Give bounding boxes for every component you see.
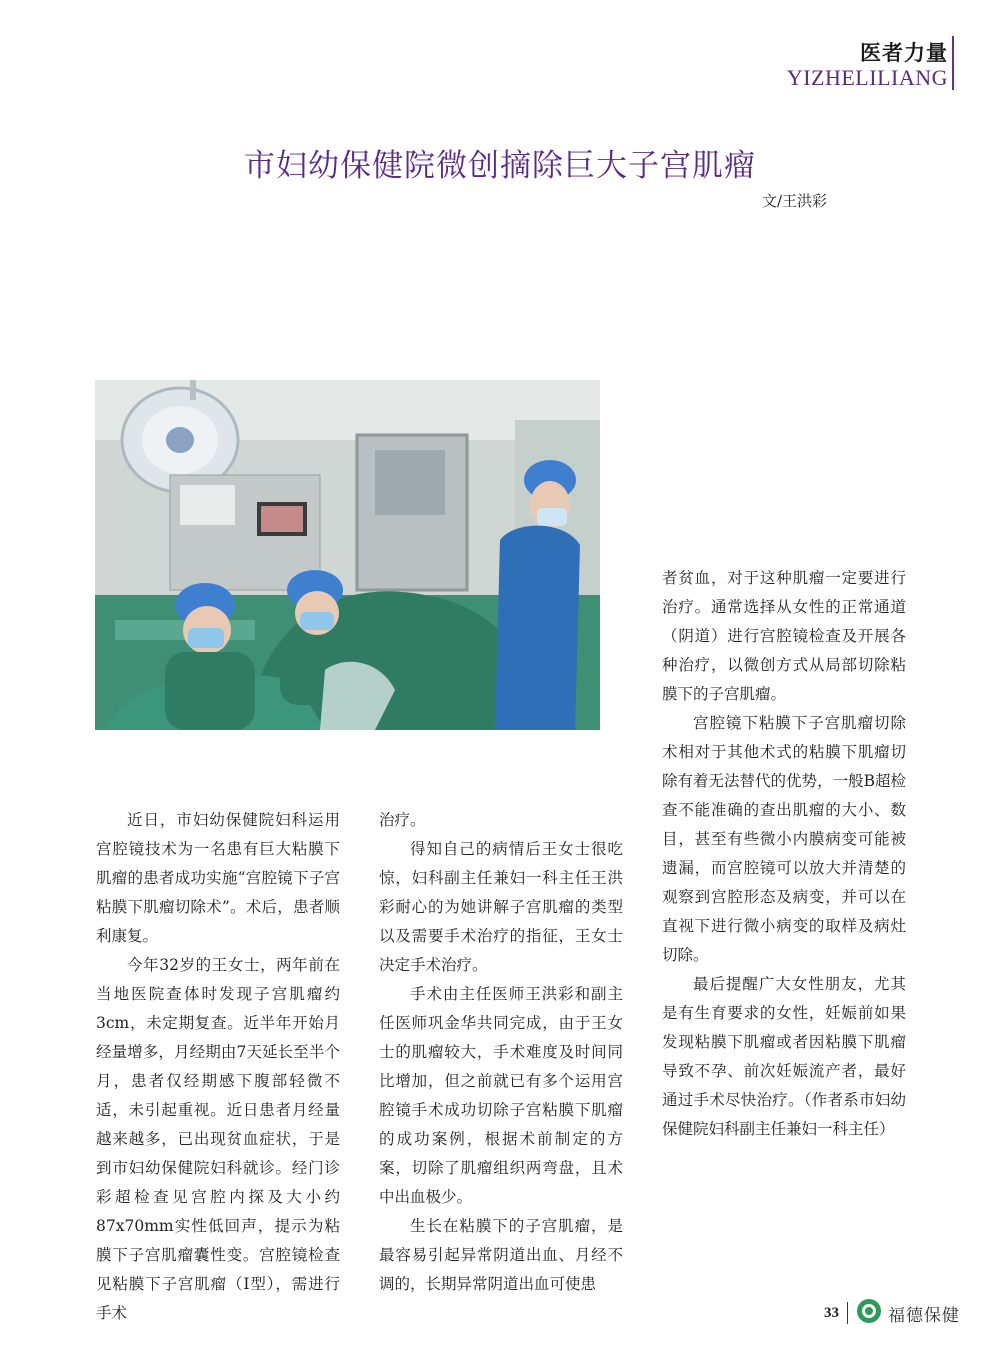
- paragraph: 近日，市妇幼保健院妇科运用宫腔镜技术为一名患有巨大粘膜下肌瘤的患者成功实施“宫腔镜下子宫粘膜下肌瘤切除术”。术后，患者顺利康复。: [96, 811, 340, 945]
- paragraph: 得知自己的病情后王女士很吃惊，妇科副主任兼妇一科主任王洪彩耐心的为她讲解子宫肌瘤的类型以及需要手术治疗的指征，王女士决定手术治疗。: [379, 840, 623, 974]
- operating-room-photo: [95, 380, 600, 730]
- section-title-en: YIZHELILIANG: [786, 65, 948, 90]
- section-header: [787, 40, 948, 90]
- article-column-2: [379, 806, 623, 1299]
- paragraph: 最后提醒广大女性朋友，尤其是有生育要求的女性，妊娠前如果发现粘膜下肌瘤或者因粘膜下肌瘤导致不孕、前次妊娠流产者，最好通过手术尽快治疗。（作者系市妇幼保健院妇科副主任兼妇一科主任）: [662, 975, 906, 1138]
- page-number: 33: [824, 1304, 839, 1321]
- paragraph: 宫腔镜下粘膜下子宫肌瘤切除术相对于其他术式的粘膜下肌瘤切除有着无法替代的优势，一般B超检查不能准确的查出肌瘤的大小、数目，甚至有些微小内膜病变可能被遗漏，而宫腔镜可以放大并清楚的观察到宫腔形态及病变，并可以在直视下进行微小病变的取样及病灶切除。: [662, 714, 906, 964]
- magazine-name: 福德保健: [888, 1305, 960, 1326]
- article-title: 市妇幼保健院微创摘除巨大子宫肌瘤: [244, 148, 756, 184]
- section-title-cn: 医者力量: [860, 41, 948, 65]
- paragraph: 治疗。: [379, 811, 426, 829]
- paragraph: 手术由主任医师王洪彩和副主任医师巩金华共同完成，由于王女士的肌瘤较大，手术难度及时间同比增加，但之前就已有多个运用宫腔镜手术成功切除子宫粘膜下肌瘤的成功案例，根据术前制定的方案，切除了肌瘤组织两弯盘，且术中出血极少。: [379, 985, 623, 1206]
- paragraph: 生长在粘膜下的子宫肌瘤，是最容易引起异常阴道出血、月经不调的，长期异常阴道出血可使患: [379, 1217, 623, 1293]
- article-column-3: [662, 564, 906, 1144]
- article-byline: 文/王洪彩: [762, 192, 828, 210]
- green-emblem-icon: [856, 1298, 882, 1328]
- paragraph: 今年32岁的王女士，两年前在当地医院查体时发现子宫肌瘤约3cm，未定期复查。近半年开始月经量增多，月经期由7天延长至半个月，患者仅经期感下腹部轻微不适，未引起重视。近日患者月经量越来越多，已出现贫血症状，于是到市妇幼保健院妇科就诊。经门诊彩超检查见宫腔内探及大小约87x70mm实性低回声，提示为粘膜下子宫肌瘤囊性变。宫腔镜检查见粘膜下子宫肌瘤（I型），需进行手术: [96, 956, 340, 1322]
- paragraph: 者贫血，对于这种肌瘤一定要进行治疗。通常选择从女性的正常通道（阴道）进行宫腔镜检查及开展各种治疗，以微创方式从局部切除粘膜下的子宫肌瘤。: [662, 569, 906, 703]
- header-divider: [952, 36, 954, 90]
- footer-divider: [847, 1302, 848, 1324]
- page-footer: [824, 1298, 960, 1328]
- article-column-1: [96, 806, 340, 1328]
